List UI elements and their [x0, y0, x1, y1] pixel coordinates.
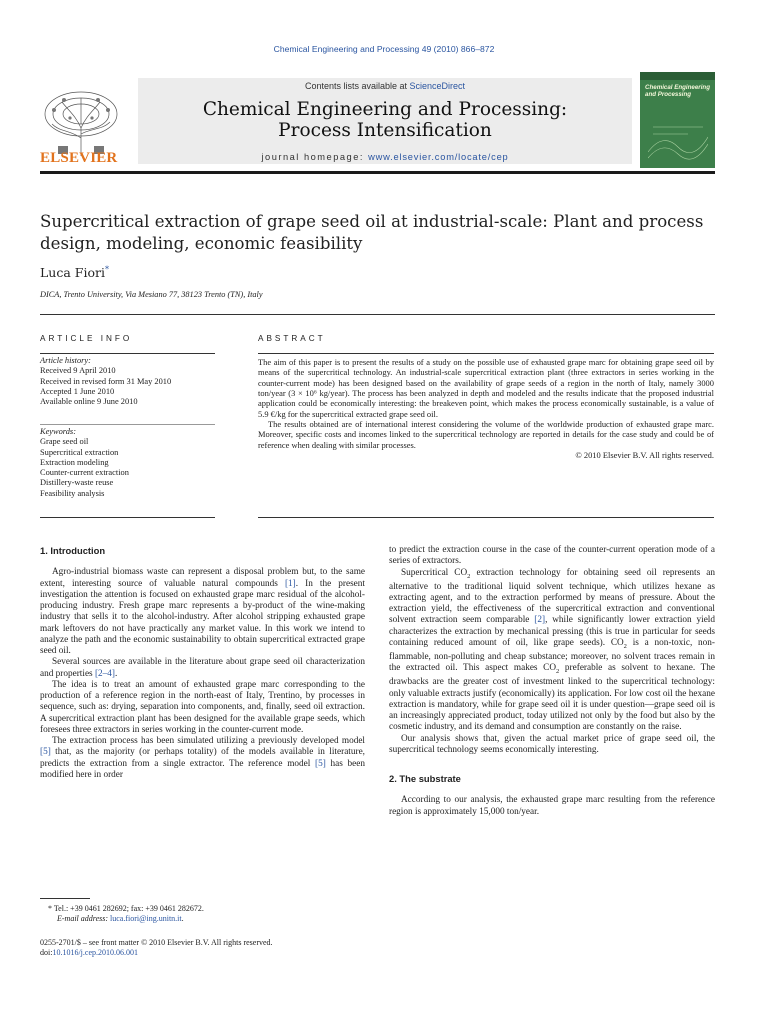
email-link[interactable]: luca.fiori@ing.unitn.it	[110, 914, 182, 923]
email-end: .	[181, 914, 184, 923]
body-paragraph: According to our analysis, the exhausted grape marc resulting from the reference region is approximately 15,000 ton/year.	[389, 795, 715, 817]
body-left-column	[40, 545, 365, 781]
author-text: Luca Fiori	[40, 265, 105, 281]
contents-prefix: Contents lists available at	[304, 81, 410, 91]
section-heading-substrate: 2. The substrate	[389, 773, 461, 785]
author-footnote	[48, 904, 368, 924]
text-run: extraction technology for obtaining seed oil represents an alternative to the traditional liquid solvent technique, which utilizes hexane as extracting agent, and to the extraction performed by means of pressure. About the extraction yield, the effectiveness of the supercritical extraction and conventional solvent extraction seem comparable	[389, 567, 715, 626]
sciencedirect-link[interactable]: ScienceDirect	[409, 81, 466, 91]
section-heading-introduction: 1. Introduction	[40, 545, 106, 556]
article-title-line2: design, modeling, economic feasibility	[40, 234, 363, 253]
body-paragraph	[40, 567, 365, 657]
body-paragraph: Our analysis shows that, given the actual market price of grape seed oil, the supercritical technology seems economically interesting.	[389, 733, 715, 755]
cover-band	[640, 72, 715, 80]
citation-link[interactable]: [1]	[284, 578, 296, 589]
article-history	[40, 356, 215, 407]
text-run: Supercritical CO	[401, 567, 468, 578]
article-info-bottom-rule	[40, 517, 215, 518]
cover-title: Chemical Engineering and Processing	[645, 84, 710, 98]
keyword: Distillery-waste reuse	[40, 478, 114, 488]
journal-title-line2: Process Intensification	[278, 120, 492, 141]
front-matter	[40, 938, 370, 958]
abstract-paragraph: The results obtained are of international interest considering the volume of the worldwide production of exhausted grape marc. Moreover, specific costs and incomes linked to the supercritical technology are reported in details for the case study and could be of reference when dealing with similar processes.	[258, 419, 714, 450]
publisher-wordmark: ELSEVIER	[40, 150, 118, 166]
journal-title	[138, 99, 632, 141]
text-run: The extraction process has been simulated utilizing a previously developed model	[52, 736, 365, 746]
history-accepted: Accepted 1 June 2010	[40, 386, 115, 396]
keyword: Supercritical extraction	[40, 447, 119, 457]
article-info-rule	[40, 353, 215, 354]
abstract-rule	[258, 353, 714, 354]
footnote-rule	[40, 898, 90, 899]
subscript: 2	[467, 572, 471, 580]
keyword: Grape seed oil	[40, 437, 89, 447]
body-right-column	[389, 545, 715, 818]
cover-pattern	[648, 122, 708, 162]
citation-link[interactable]: [5]	[40, 747, 51, 758]
homepage-link[interactable]: www.elsevier.com/locate/cep	[368, 152, 509, 162]
citation-link[interactable]: [2–4]	[94, 668, 116, 679]
homepage-prefix: journal homepage:	[261, 152, 369, 162]
text-run: . In the present investigation the attention is focused on exhausted grape marc residual of the alcohol-producing industry. Fresh grape marc represents a by-product of the wine-making industry that sells it to the alcohol-industry. After alcohol stripping exhausted grape mark leftovers do not have practically any market value. In this work we intend to analyze the path and the economic sustainability to obtain supercritical extracted grape seed oil.	[40, 578, 365, 656]
keywords	[40, 427, 215, 499]
text-run: Agro-industrial biomass waste can represent a disposal problem but, to the same extent, interesting source of valuable natural compounds	[40, 567, 365, 589]
keyword: Counter-current extraction	[40, 468, 129, 478]
abstract-paragraph: The aim of this paper is to present the results of a study on the possible use of exhausted grape marc for obtaining grape seed oil by means of the supercritical technology. An industrial-scale supercritical extraction plant (three extractors in series working in the counter-current mode) has been designed based on the availability of grape seeds of a region in the north of Italy, namely 3000 ton/year (3 × 10⁶ kg/year). The process has been analyzed in depth and modeled and the results indicate that the proposed industrial application could be economically interesting: the breakeven point, which makes the process economically sustainable, is a value of 5.9 €/kg for the supercritical extracted grape seed oil.	[258, 357, 714, 419]
journal-title-line1: Chemical Engineering and Processing:	[202, 99, 568, 120]
body-paragraph: The idea is to treat an amount of exhausted grape marc corresponding to the production of a reference region in the north-east of Italy, Trentino, by processes in sequence, such as: drying, separation into components, and, finally, seed oil extraction. A supercritical extraction plant has been designed for the available grape seeds, which foresees three extractors in series working in the counter-current mode.	[40, 679, 365, 735]
affiliation: DICA, Trento University, Via Mesiano 77, 38123 Trento (TN), Italy	[40, 290, 263, 299]
text-run: .	[115, 668, 118, 679]
citation-link[interactable]: [2]	[534, 615, 546, 626]
keywords-rule	[40, 424, 215, 425]
body-paragraph: to predict the extraction course in the case of the counter-current operation mode of a series of extractors.	[389, 545, 715, 567]
body-paragraph	[40, 657, 365, 680]
history-received: Received 9 April 2010	[40, 366, 116, 376]
footnote-mark: *	[48, 904, 52, 913]
text-run: has been modified here in order	[40, 758, 365, 780]
journal-citation[interactable]: Chemical Engineering and Processing 49 (2010) 866–872	[273, 44, 495, 54]
text-run: is a non-toxic, non-flammable, non-polluting and cheap substance; moreover, no solvent traces remain in the extracted oil. This aspect makes CO	[389, 637, 715, 674]
subscript: 2	[623, 642, 627, 650]
abstract-bottom-rule	[258, 517, 714, 518]
abstract-body	[258, 357, 714, 460]
history-revised: Received in revised form 31 May 2010	[40, 376, 172, 386]
history-label: Article history:	[40, 356, 91, 365]
abstract-copyright: © 2010 Elsevier B.V. All rights reserved.	[575, 450, 714, 461]
author-name[interactable]	[40, 265, 109, 280]
doi-label: doi:	[40, 948, 53, 957]
body-paragraph	[40, 736, 365, 781]
text-run: , while significantly lower extraction yield characterizes the extraction by mechanical pressing (this is true in particular for seeds containing reduced amount of oil, like grape seeds). CO	[389, 615, 715, 648]
article-title-line1: Supercritical extraction of grape seed oil at industrial-scale: Plant and process	[40, 212, 704, 231]
keywords-label: Keywords:	[40, 427, 76, 436]
title-rule	[40, 314, 715, 315]
header-rule	[40, 171, 715, 174]
text-run: preferable as solvent to hexane. The drawbacks are the greater cost of investment linked to the supercritical technology: only valuable extracts justify (economically) its application. For low cost oil the hexane extraction is mandatory, while for grape seed oil it is under question—grape seed oil is an increasingly appreciated product, today utilized not only by the food but also by the cosmetic industry, and its demand and consumption are constantly on the raise.	[389, 663, 715, 733]
issn-line: 0255-2701/$ – see front matter © 2010 Elsevier B.V. All rights reserved.	[40, 938, 273, 947]
history-online: Available online 9 June 2010	[40, 397, 138, 407]
doi-link[interactable]: 10.1016/j.cep.2010.06.001	[52, 948, 138, 957]
keyword: Extraction modeling	[40, 457, 109, 467]
email-label: E-mail address:	[57, 914, 111, 923]
abstract-heading: ABSTRACT	[258, 334, 326, 343]
contents-line	[138, 81, 632, 91]
citation-link[interactable]: [5]	[315, 758, 326, 769]
keyword: Feasibility analysis	[40, 488, 105, 498]
text-run: Several sources are available in the literature about grape seed oil characterization and properties	[40, 657, 365, 679]
footnote-tel: Tel.: +39 0461 282692; fax: +39 0461 282672.	[52, 904, 204, 913]
journal-cover-image	[640, 72, 715, 168]
subscript: 2	[556, 668, 560, 676]
text-run: that, as the majority (or perhaps totality) of the models available in literature, predicts the extraction from a single extractor. The reference model	[40, 747, 365, 769]
article-info-heading: ARTICLE INFO	[40, 334, 133, 343]
article-title	[40, 211, 720, 255]
author-footnote-mark[interactable]: *	[104, 265, 109, 274]
body-paragraph	[389, 568, 715, 734]
journal-homepage	[138, 152, 632, 162]
